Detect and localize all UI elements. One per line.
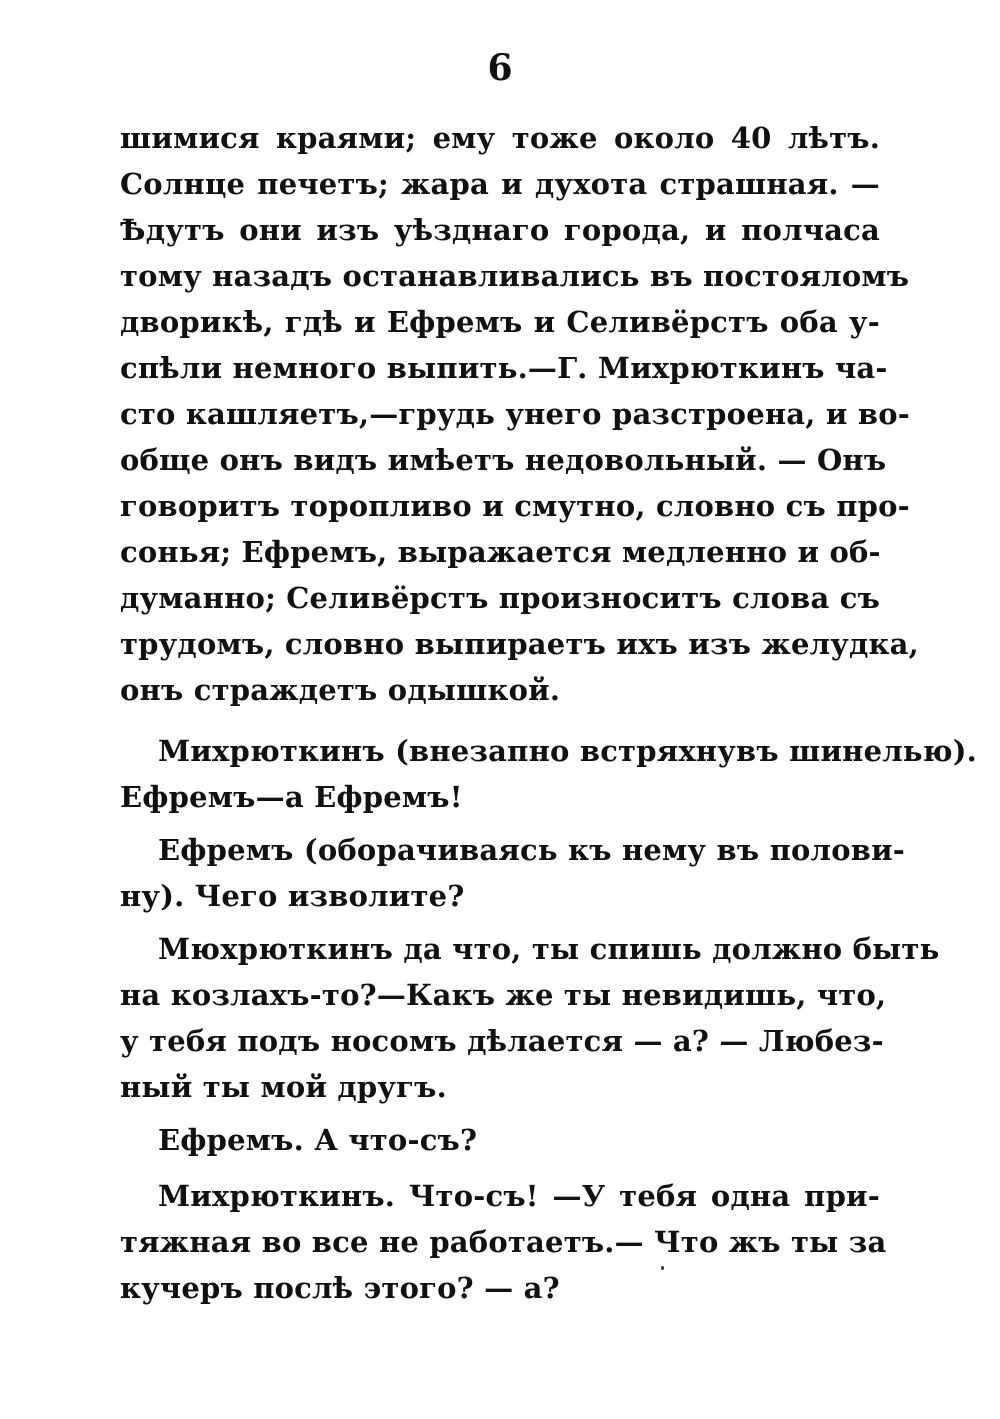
text-line: Ефремъ. А что-съ? <box>158 1123 478 1157</box>
text-line: Михрюткинъ. Что-съ! —У тебя одна при- <box>158 1179 880 1213</box>
text-line: тяжная во все не работаетъ.— Что жъ ты за <box>120 1225 887 1259</box>
dialogue-paragraph <box>120 926 940 1110</box>
text-line: трудомъ, словно выпираетъ ихъ изъ желудка, <box>120 627 919 661</box>
text-line: спѣли немного выпить.—Г. Михрюткинъ ча- <box>120 351 888 385</box>
narrative-paragraph <box>120 115 919 713</box>
text-line: Михрюткинъ (внезапно встряхнувъ шинелью). <box>158 734 977 768</box>
dialogue-paragraph <box>120 1117 880 1163</box>
text-line: думанно; Селивёрстъ произноситъ слова съ <box>120 581 881 615</box>
text-line: кучеръ послѣ этого? — а? <box>120 1271 560 1305</box>
text-line: онъ страждетъ одышкой. <box>120 673 561 707</box>
text-line: Ефремъ (оборачиваясь къ нему въ полови- <box>158 833 906 867</box>
text-line: тому назадъ останавливались въ постояломъ <box>120 259 910 293</box>
text-line: у тебя подъ носомъ дѣлается — а? — Любез- <box>120 1024 884 1058</box>
dialogue-paragraph <box>120 827 906 919</box>
dialogue-paragraph <box>120 728 977 820</box>
text-line: ну). Чего изволите? <box>120 879 465 913</box>
text-line: ный ты мой другъ. <box>120 1070 447 1104</box>
text-line: Солнце печетъ; жара и духота страшная. — <box>120 167 880 201</box>
text-line: сонья; Ефремъ, выражается медленно и об- <box>120 535 881 569</box>
page-number: 6 <box>487 47 513 89</box>
text-line: говоритъ торопливо и смутно, словно съ про- <box>120 489 910 523</box>
text-line: дворикѣ, гдѣ и Ефремъ и Селивёрстъ оба у- <box>120 305 880 339</box>
text-line: Ефремъ—а Ефремъ! <box>120 780 463 814</box>
text-line: Ѣдутъ они изъ уѣзднаго города, и полчаса <box>120 213 880 247</box>
dialogue-paragraph <box>120 1173 887 1311</box>
text-line: на козлахъ-то?—Какъ же ты невидишь, что, <box>120 978 887 1012</box>
text-line: Мюхрюткинъ да что, ты спишь должно быть <box>158 932 940 966</box>
text-line: шимися краями; ему тоже около 40 лѣтъ. <box>120 121 880 155</box>
text-line: сто кашляетъ,—грудь унего разстроена, и во- <box>120 397 910 431</box>
text-line: обще онъ видъ имѣетъ недовольный. — Онъ <box>120 443 887 477</box>
ink-speck <box>661 1266 664 1270</box>
